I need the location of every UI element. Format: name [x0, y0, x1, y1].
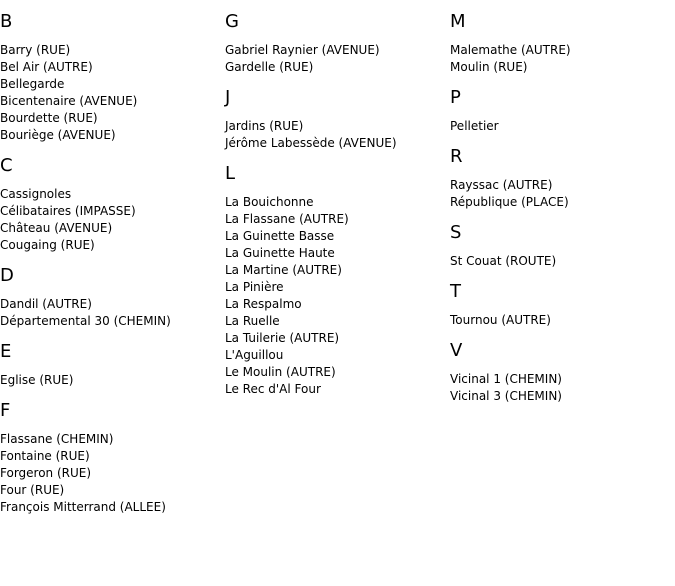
section-letter-heading: E: [0, 341, 12, 362]
street-list: [450, 177, 675, 211]
street-name: La Ruelle: [225, 314, 280, 328]
street-name: Château (AVENUE): [0, 221, 113, 235]
street-name: La Tuilerie (AUTRE): [225, 331, 340, 345]
section-letter-heading: S: [450, 222, 462, 243]
street-name: Bouriège (AVENUE): [0, 128, 116, 142]
street-name: Rayssac (AUTRE): [450, 178, 553, 192]
street-name: Eglise (RUE): [0, 373, 74, 387]
street-name: La Respalmo: [225, 297, 302, 311]
street-name: Four (RUE): [0, 483, 65, 497]
street-name: La Guinette Haute: [225, 246, 335, 260]
street-name: Cougaing (RUE): [0, 238, 95, 252]
section-letter-heading: G: [225, 11, 239, 32]
street-list: [450, 371, 675, 405]
street-list: [0, 431, 225, 516]
letter-group-r: [450, 146, 675, 211]
street-name: Barry (RUE): [0, 43, 71, 57]
street-index-column-1: [0, 0, 225, 524]
street-name: Fontaine (RUE): [0, 449, 90, 463]
section-letter-heading: L: [225, 163, 236, 184]
street-name: Dandil (AUTRE): [0, 297, 92, 311]
street-name: La Guinette Basse: [225, 229, 335, 243]
street-name: Bicentenaire (AVENUE): [0, 94, 138, 108]
street-name: St Couat (ROUTE): [450, 254, 557, 268]
street-name: Jardins (RUE): [225, 119, 304, 133]
letter-group-e: [0, 341, 225, 389]
street-list: [450, 118, 675, 135]
section-letter-heading: C: [0, 155, 13, 176]
street-name: Gardelle (RUE): [225, 60, 314, 74]
street-list: [225, 194, 450, 398]
street-list: [450, 42, 675, 76]
letter-group-m: [450, 11, 675, 76]
street-name: Bourdette (RUE): [0, 111, 98, 125]
street-name: Cassignoles: [0, 187, 72, 201]
street-list: [0, 296, 225, 330]
letter-group-g: [225, 11, 450, 76]
street-name: Vicinal 3 (CHEMIN): [450, 389, 562, 403]
section-letter-heading: P: [450, 87, 461, 108]
street-list: [225, 118, 450, 152]
street-name: La Bouichonne: [225, 195, 314, 209]
street-name: La Martine (AUTRE): [225, 263, 342, 277]
section-letter-heading: D: [0, 265, 14, 286]
street-index-column-2: [225, 0, 450, 406]
section-letter-heading: F: [0, 400, 11, 421]
street-name: Forgeron (RUE): [0, 466, 92, 480]
street-name: Célibataires (IMPASSE): [0, 204, 136, 218]
street-name: République (PLACE): [450, 195, 569, 209]
street-name: Jérôme Labessède (AVENUE): [225, 136, 397, 150]
street-name: Flassane (CHEMIN): [0, 432, 114, 446]
street-list: [225, 42, 450, 76]
letter-group-b: [0, 11, 225, 144]
street-name: Le Rec d'Al Four: [225, 382, 321, 396]
street-name: Le Moulin (AUTRE): [225, 365, 336, 379]
letter-group-d: [0, 265, 225, 330]
section-letter-heading: V: [450, 340, 463, 361]
street-name: Départemental 30 (CHEMIN): [0, 314, 171, 328]
letter-group-l: [225, 163, 450, 398]
street-name: Bel Air (AUTRE): [0, 60, 93, 74]
street-list: [0, 42, 225, 144]
street-name: Bellegarde: [0, 77, 65, 91]
street-index-column-3: [450, 0, 675, 413]
street-list: [0, 186, 225, 254]
street-name: L'Aguillou: [225, 348, 284, 362]
street-name: Gabriel Raynier (AVENUE): [225, 43, 380, 57]
letter-group-j: [225, 87, 450, 152]
street-name: Pelletier: [450, 119, 499, 133]
letter-group-v: [450, 340, 675, 405]
street-list: [450, 253, 675, 270]
street-name: La Pinière: [225, 280, 284, 294]
letter-group-c: [0, 155, 225, 254]
street-list: [0, 372, 225, 389]
street-name: François Mitterrand (ALLEE): [0, 500, 166, 514]
street-list: [450, 312, 675, 329]
letter-group-p: [450, 87, 675, 135]
section-letter-heading: R: [450, 146, 463, 167]
letter-group-s: [450, 222, 675, 270]
street-name: Vicinal 1 (CHEMIN): [450, 372, 562, 386]
street-name: Moulin (RUE): [450, 60, 528, 74]
section-letter-heading: M: [450, 11, 466, 32]
street-name: La Flassane (AUTRE): [225, 212, 349, 226]
section-letter-heading: T: [450, 281, 461, 302]
street-name: Malemathe (AUTRE): [450, 43, 571, 57]
section-letter-heading: B: [0, 11, 13, 32]
letter-group-t: [450, 281, 675, 329]
section-letter-heading: J: [225, 87, 231, 108]
letter-group-f: [0, 400, 225, 516]
street-name: Tournou (AUTRE): [450, 313, 551, 327]
